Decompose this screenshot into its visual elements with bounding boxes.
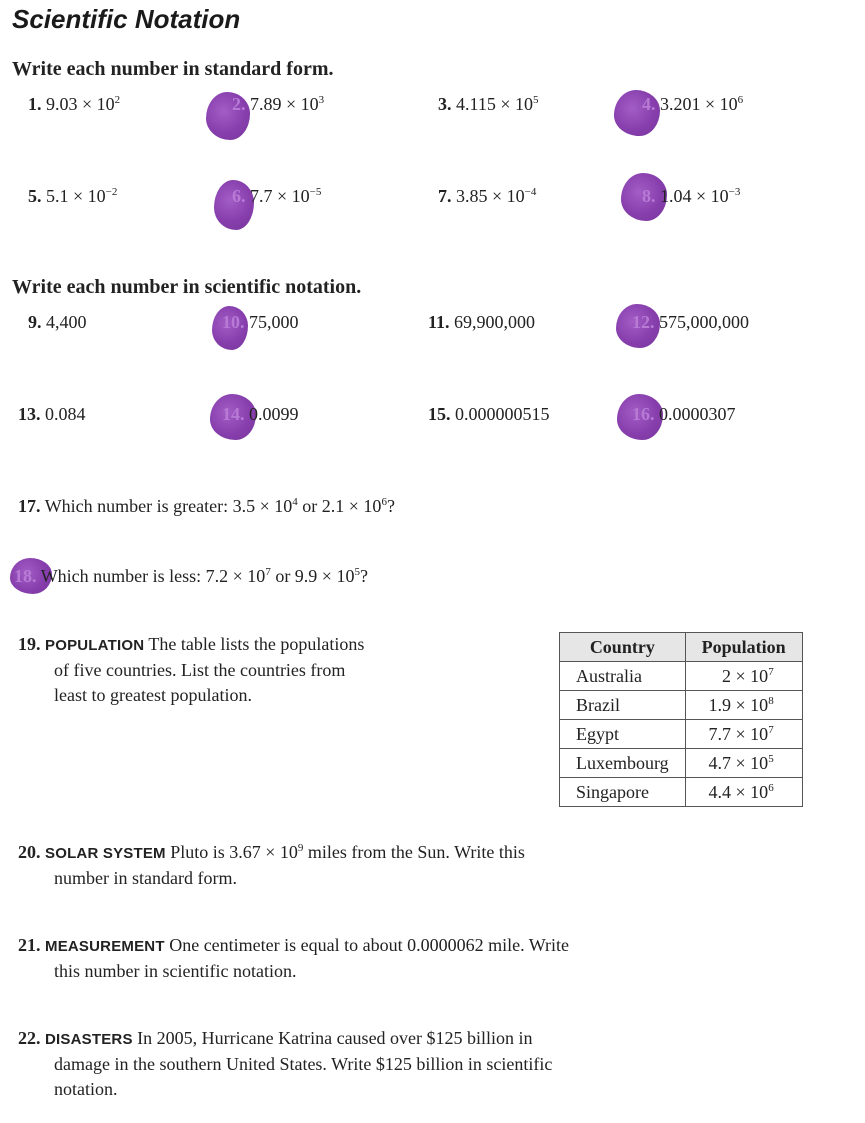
section-heading-scientific-notation: Write each number in scientific notation. [12, 276, 362, 298]
question-18: 18. Which number is less: $7.2 \times 10^7$ or $9.9 \times 10^5$? [14, 566, 368, 586]
question-22: 22. DISASTERS In 2005, Hurricane Katrina caused over $125 billion in damage in the southern United States. Write $125 billion in scientific notation. [18, 1028, 553, 1099]
problem-item: 5. $5.1 \times 10^{-2}$ [28, 186, 118, 206]
problem-item: 2. $7.89 \times 10^3$ [232, 94, 325, 114]
question-20: 20. SOLAR SYSTEM Pluto is $3.67 \times 10^9$ miles from the Sun. Write this number in standard form. [18, 842, 525, 888]
table-header: Country [560, 633, 686, 662]
table-row: Singapore $4.4 \times 10^6$ [560, 778, 803, 807]
question-21: 21. MEASUREMENT One centimeter is equal to about 0.0000062 mile. Write this number in scientific notation. [18, 935, 570, 981]
problem-item: 14. 0.0099 [222, 404, 299, 424]
table-row: Brazil $1.9 \times 10^8$ [560, 691, 803, 720]
table-row: Luxembourg $4.7 \times 10^5$ [560, 749, 803, 778]
problem-item: 3. $4.115 \times 10^5$ [438, 94, 539, 114]
problem-item: 15. 0.000000515 [428, 404, 550, 424]
problem-item: 16. 0.0000307 [632, 404, 736, 424]
problem-item: 8. $1.04 \times 10^{-3}$ [642, 186, 741, 206]
problem-item: 1. $9.03 \times 10^2$ [28, 94, 121, 114]
problem-item: 12. 575,000,000 [632, 312, 749, 332]
problem-item: 10. 75,000 [222, 312, 299, 332]
population-table [559, 632, 803, 807]
problem-item: 11. 69,900,000 [428, 312, 536, 332]
section-heading-standard-form: Write each number in standard form. [12, 58, 334, 80]
table-header: Population [685, 633, 802, 662]
problem-item: 13. 0.084 [18, 404, 86, 424]
question-17: 17. Which number is greater: $3.5 \times 10^4$ or $2.1 \times 10^6$? [18, 496, 395, 516]
page-title: Scientific Notation [12, 4, 241, 34]
problem-item: 7. $3.85 \times 10^{-4}$ [438, 186, 537, 206]
problem-item: 9. 4,400 [28, 312, 87, 332]
problem-item: 6. $7.7 \times 10^{-5}$ [232, 186, 322, 206]
question-19: 19. POPULATION The table lists the populations of five countries. List the countries from least to greatest population. [18, 634, 365, 705]
problem-item: 4. $3.201 \times 10^6$ [642, 94, 744, 114]
table-row: Australia $2 \times 10^7$ [560, 662, 803, 691]
table-row: Egypt $7.7 \times 10^7$ [560, 720, 803, 749]
